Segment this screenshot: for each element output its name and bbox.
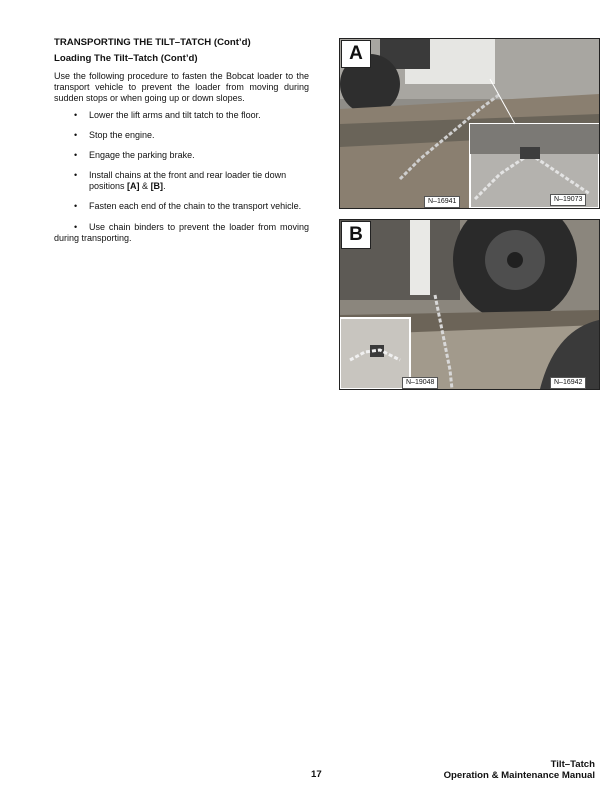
step-text: Install chains at the front and rear loader tie down positions	[89, 170, 287, 191]
manual-title	[444, 759, 595, 781]
intro-paragraph: Use the following procedure to fasten the Bobcat loader to the transport vehicle to prevent the loader from moving during sudden stops or when going up or down slopes.	[54, 71, 309, 103]
figure-a-inset-ref: N–19073	[550, 194, 586, 206]
figure-a-main-ref: N–16941	[424, 196, 460, 208]
step-item	[54, 110, 309, 121]
step-text: Stop the engine.	[89, 130, 155, 140]
step-text: Engage the parking brake.	[89, 150, 195, 160]
step-item	[54, 170, 309, 192]
step-item	[54, 201, 309, 212]
figure-b-photo	[339, 219, 600, 390]
step-item	[54, 150, 309, 161]
figure-b-main-ref: N–16942	[550, 377, 586, 389]
figure-ref-a: [A]	[127, 181, 140, 191]
step-conjunction: &	[139, 181, 151, 191]
figure-a-illustration	[340, 39, 599, 208]
figure-b-illustration	[340, 220, 599, 389]
figure-ref-b: [B]	[150, 181, 164, 191]
sub-title: Loading The Tilt–Tatch (Cont’d)	[54, 53, 198, 64]
step-text: Use chain binders to prevent the loader from moving during transporting.	[54, 222, 309, 243]
section-title: TRANSPORTING THE TILT–TATCH (Cont’d)	[54, 37, 251, 48]
step-text: Lower the lift arms and tilt tatch to the floor.	[89, 110, 261, 120]
figure-a-label: A	[341, 40, 371, 68]
figure-a-photo	[339, 38, 600, 209]
manual-title-line2: Operation & Maintenance Manual	[443, 770, 595, 781]
figure-b-label: B	[341, 221, 371, 249]
step-item	[54, 222, 309, 244]
figure-b-inset-ref: N–19048	[402, 377, 438, 389]
page-number: 17	[311, 769, 322, 780]
step-text: Fasten each end of the chain to the transport vehicle.	[89, 201, 302, 211]
step-item	[54, 130, 309, 141]
step-period: .	[163, 181, 166, 191]
procedure-steps	[54, 110, 309, 254]
manual-title-line1: Tilt–Tatch	[550, 759, 595, 770]
